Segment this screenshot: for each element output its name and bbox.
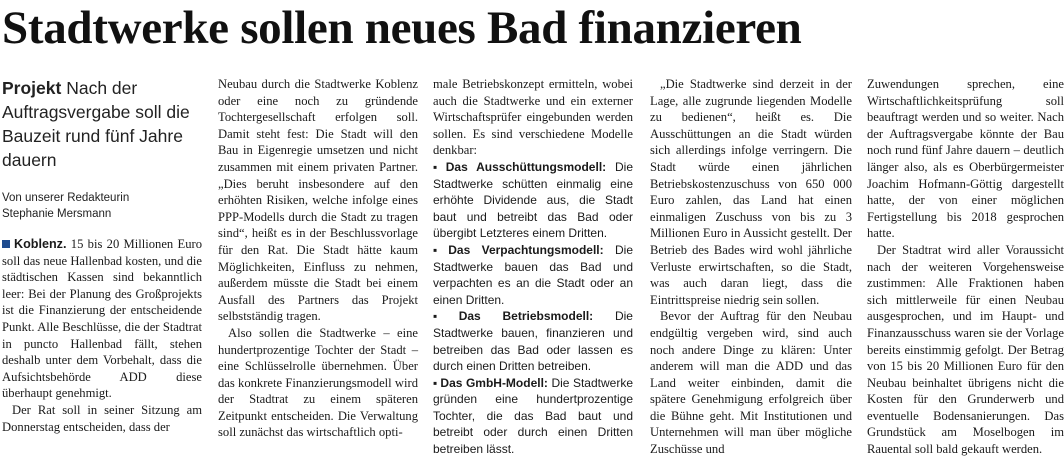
teaser-kicker: Projekt [2,78,62,98]
byline-line-2: Stephanie Mersmann [2,208,112,220]
model-text: Die Stadtwerke bauen, finanzieren und betreiben das Bad oder lassen es durch einen Dritten betreiben. [433,309,633,374]
model-text: Die Stadtwerke schütten einmalig eine erhöhte Dividende aus, die Stadt baut und betreibt das Bad oder übergibt Letzteres einem Dritten. [433,159,633,241]
paragraph: „Die Stadtwerke sind derzeit in der Lage, alle zugrunde liegenden Modelle zu bedienen“, heißt es. Die Ausschüttungen an die Stadt würden sich allerdings infolge verringern. Die Stadt würde einen jährlichen Betriebskostenzuschuss von 650 000 Euro zahlen, das Land hat einen einmaligen Zuschuss von bis zu 3 Millionen Euro in Aussicht gestellt. Der Betrieb des Bades wird wohl jährliche Verluste erwirtschaften, so die Stadt, was auch daran liegt, dass die Eintrittspreise niedrig sein sollen. [650,77,852,307]
article-byline [2,190,202,222]
dateline-place: Koblenz. [14,237,67,251]
model-item [433,159,633,242]
paragraph: Neubau durch die Stadtwerke Koblenz oder eine noch zu gründende Tochtergesellschaft erfolgen soll. Damit steht fest: Die Stadt will den Bau in Eigenregie umsetzen und nicht zusammen mit einem privaten Partner. „Dies beruht insbesondere auf den erhöhten Risiken, welche infolge eines PPP-Modells durch die Stadt zu tragen sind“, heißt es in der Beschlussvorlage für den Rat. Die Stadt hätte kaum Möglichkeiten, Einfluss zu nehmen, außerdem müsste die Stadt bei einem Ausfall des Partners das Projekt selbstständig tragen. [218,77,418,324]
bullet-square-icon: ▪ [433,309,456,324]
text-column-4 [650,76,852,458]
model-label: Das Betriebsmodell: [458,309,594,324]
paragraph: Also sollen die Stadtwerke – eine hundertprozentige Tochter der Stadt – eine Schlüsselrolle übernehmen. Über das konkrete Finanzierungsmodell wird der Stadtrat zu einem späteren Zeitpunkt entscheiden. Die Verwaltung soll zunächst das wirtschaftlich opti- [218,325,418,440]
bullet-square-icon: ▪ [433,242,446,257]
text-column-3 [433,76,633,458]
bullet-square-icon: ▪ [433,159,443,174]
model-text: Die Stadtwerke bauen das Bad und verpachten es an die Stadt oder an einen Dritten. [433,242,633,307]
teaser-text: Nach der Auftragsvergabe soll die Bauzeit rund fünf Jahre dauern [2,78,190,170]
paragraph: Der Rat soll in seiner Sitzung am Donnerstag entscheiden, dass der [2,402,202,434]
text-column-5 [867,76,1064,458]
model-label: Das Verpachtungsmodell: [448,242,604,257]
byline-line-1: Von unserer Redakteurin [2,192,130,204]
section-square-icon [2,240,10,248]
model-item [433,375,633,458]
paragraph: Der Stadtrat wird aller Voraussicht nach der weiteren Vorgehensweise zustimmen: Alle Fraktionen haben sich mittlerweile für einen Neubau ausgesprochen, und im Haupt- und Finanzausschuss waren sie der Vorlage bereits einstimmig gefolgt. Der Betrag von 15 bis 20 Millionen Euro für den Neubau beinhaltet übrigens nicht die Kosten für den Grunderwerb und eventuelle Bodensanierungen. Das Grundstück am Moselbogen im Rauental soll bald gekauft werden. [867,242,1064,457]
article-headline: Stadtwerke sollen neues Bad finanzieren [2,2,802,54]
paragraph [2,236,202,402]
model-item [433,308,633,374]
model-label: Das Ausschüttungsmodell: [445,159,607,174]
paragraph: Zuwendungen sprechen, eine Wirtschaftlichkeitsprüfung soll beauftragt werden und so weiter. Nach der Auftragsvergabe könnte der Bau noch rund fünf Jahre dauern – deutlich länger also, als es Oberbürgermeister Joachim Hofmann-Göttig dargestellt hatte, der von einer möglichen Fertigstellung bis 2018 gesprochen hatte. [867,77,1064,241]
text-column-1 [2,236,202,435]
paragraph: Bevor der Auftrag für den Neubau endgültig vergeben wird, sind auch noch andere Dinge zu klären: Unter anderem will man die ADD und das Land weiter einbinden, damit die spätere Genehmigung erfolgreich über die Bühne geht. Mit Institutionen und Unternehmen will man über mögliche Zuschüsse und [650,309,852,457]
model-item [433,242,633,308]
bullet-square-icon: ▪ [433,375,438,390]
model-text: Die Stadtwerke gründen eine hundertprozentige Tochter, die das Bad baut und betreibt oder durch einen Dritten betreiben lässt. [433,375,633,457]
paragraph-text: 15 bis 20 Millionen Euro soll das neue Hallenbad kosten, und die städtischen Kassen sind bekanntlich leer: Bei der Planung des Großprojekts ist die Finanzierung der entscheidende Punkt. Alle Beschlüsse, die der Stadtrat in puncto Hallenbad fällt, stehen deshalb unter dem Vorbehalt, dass die Aufsichtsbehörde ADD diese überhaupt genehmigt. [2,237,202,401]
article-teaser [2,76,192,172]
paragraph: male Betriebskonzept ermitteln, wobei auch die Stadtwerke und ein externer Wirtschaftsprüfer eingebunden werden sollen. Es sind verschiedene Modelle denkbar: [433,77,633,158]
model-label: Das GmbH-Modell: [440,375,548,390]
text-column-2 [218,76,418,441]
